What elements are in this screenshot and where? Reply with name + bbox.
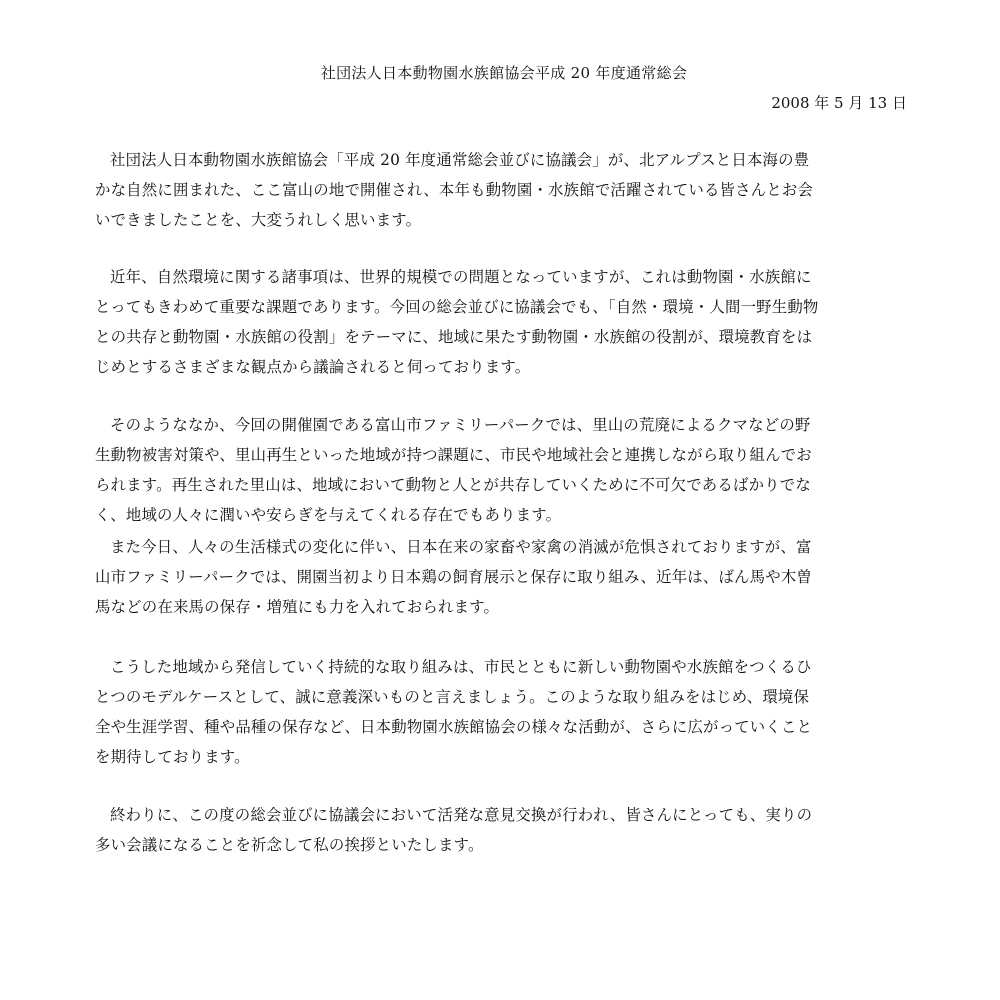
paragraph-line: 近年、自然環境に関する諸事項は、世界的規模での問題となっていますが、これは動物園・水族館に (110, 268, 812, 286)
paragraph-line: 社団法人日本動物園水族館協会「平成 20 年度通常総会並びに協議会」が、北アルプスと日本海の豊 (110, 151, 810, 169)
document-date: 2008 年 5 月 13 日 (771, 94, 907, 112)
paragraph-native-breeds (95, 532, 913, 622)
paragraph-line: また今日、人々の生活様式の変化に伴い、日本在来の家畜や家禽の消滅が危惧されておりますが、富 (110, 538, 812, 556)
paragraph-line: とってもきわめて重要な課題であります。今回の総会並びに協議会でも、「自然・環境・人間一野生動物 (95, 298, 819, 316)
paragraph-line: 多い会議になることを祈念して私の挨拶といたします。 (95, 836, 484, 854)
paragraph-line: 馬などの在来馬の保存・増殖にも力を入れておられます。 (95, 598, 500, 616)
paragraph-line: 終わりに、この度の総会並びに協議会において活発な意見交換が行われ、皆さんにとっても、実りの (110, 806, 813, 824)
paragraph-satoyama (95, 410, 913, 530)
paragraph-line: 生動物被害対策や、里山再生といった地域が持つ課題に、市民や地域社会と連携しながら取り組んでお (95, 446, 812, 464)
paragraph-line: られます。再生された里山は、地域において動物と人とが共存していくために不可欠であるばかりでな (95, 476, 811, 494)
paragraph-line: じめとするさまざまな観点から議論されると伺っております。 (95, 358, 531, 376)
paragraph-line: との共存と動物園・水族館の役割」をテーマに、地域に果たす動物園・水族館の役割が、環境教育をは (95, 328, 813, 346)
paragraph-line: く、地域の人々に潤いや安らぎを与えてくれる存在でもあります。 (95, 506, 562, 524)
paragraph-line: かな自然に囲まれた、ここ富山の地で開催され、本年も動物園・水族館で活躍されている皆さんとお会 (95, 181, 814, 199)
paragraph-line: こうした地域から発信していく持続的な取り組みは、市民とともに新しい動物園や水族館をつくるひ (110, 658, 812, 676)
paragraph-line: いできましたことを、大変うれしく思います。 (95, 211, 422, 229)
paragraph-closing (95, 800, 913, 860)
paragraph-environment (95, 262, 913, 382)
paragraph-line: を期待しております。 (95, 748, 250, 766)
paragraph-greeting (95, 145, 913, 235)
document-title: 社団法人日本動物園水族館協会平成 20 年度通常総会 (320, 64, 688, 82)
paragraph-line: 全や生涯学習、種や品種の保存など、日本動物園水族館協会の様々な活動が、さらに広がっていくこと (95, 718, 813, 736)
document-page (95, 0, 913, 1000)
paragraph-model-case (95, 652, 913, 772)
paragraph-line: とつのモデルケースとして、誠に意義深いものと言えましょう。このような取り組みをはじめ、環境保 (95, 688, 810, 706)
paragraph-line: 山市ファミリーパークでは、開園当初より日本鶏の飼育展示と保存に取り組み、近年は、ばん馬や木曽 (95, 568, 813, 586)
paragraph-line: そのようななか、今回の開催園である富山市ファミリーパークでは、里山の荒廃によるクマなどの野 (110, 416, 811, 434)
